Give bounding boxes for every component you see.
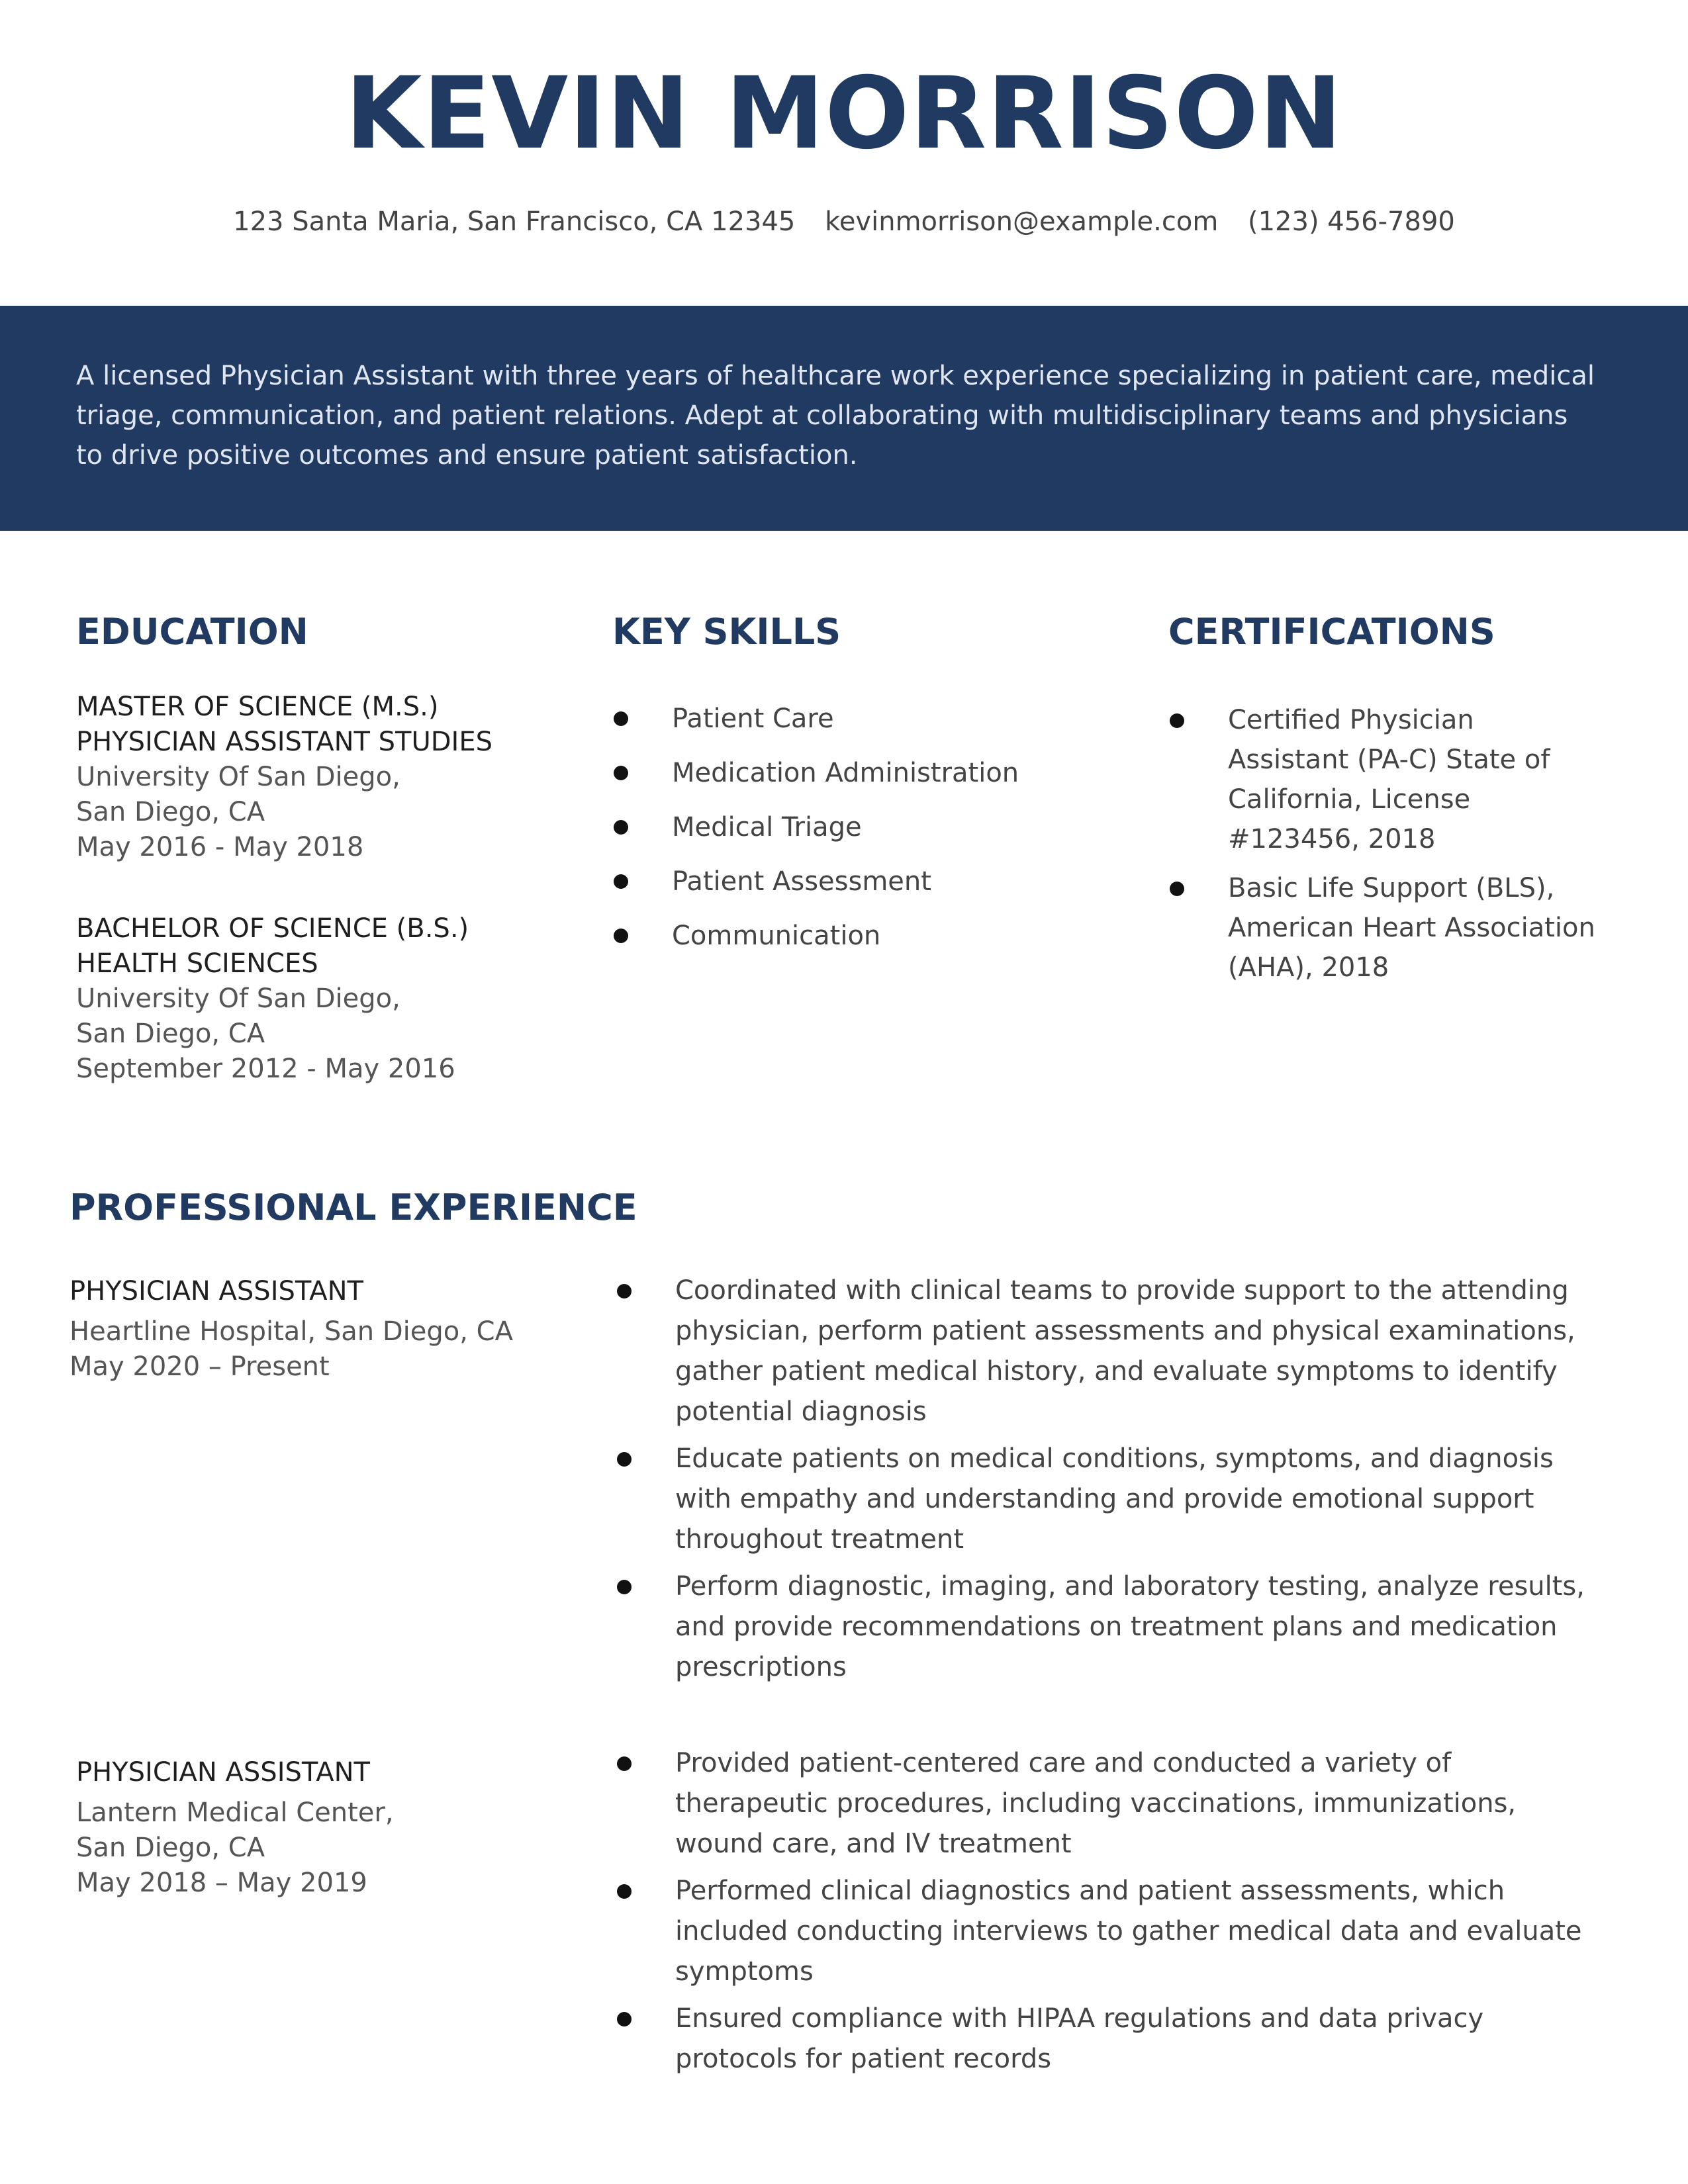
job-duties-list [616,1743,1595,2086]
education-entry [76,690,553,865]
education-dates: May 2016 - May 2018 [76,832,364,862]
degree-field: HEALTH SCIENCES [76,948,318,979]
school-name: University Of San Diego, [76,983,400,1014]
job-duty: Provided patient-centered care and conducted a variety of therapeutic procedures, including vaccinations, immunizations, wound care, and IV treatment [616,1743,1595,1864]
certifications-list [1168,700,1599,997]
education-heading: EDUCATION [76,611,308,653]
skill-item: Patient Assessment [612,854,1115,909]
school-name: University Of San Diego, [76,762,400,792]
summary-text: A licensed Physician Assistant with three years of healthcare work experience specializing in patient care, medical triage, communication, and patient relations. Adept at collaborating with multidisciplinary teams and physicians to drive positive outcomes and ensure patient satisfaction. [76,361,1595,471]
email: kevinmorrison@example.com [825,206,1219,237]
contact-line [0,202,1688,242]
experience-heading: PROFESSIONAL EXPERIENCE [70,1187,637,1228]
job-details [76,1755,579,1901]
skills-list [612,692,1115,963]
phone: (123) 456-7890 [1248,206,1455,237]
certification-item: Certified Physician Assistant (PA-C) State of California, License #123456, 2018 [1168,700,1599,859]
degree-field: PHYSICIAN ASSISTANT STUDIES [76,727,493,757]
employer: Heartline Hospital, San Diego, CA [70,1316,513,1347]
skill-item: Medication Administration [612,746,1115,800]
skill-item: Communication [612,909,1115,963]
candidate-name: KEVIN MORRISON [345,56,1343,171]
job-duty: Performed clinical diagnostics and patient assessments, which included conducting interviews to gather medical data and evaluate symptoms [616,1871,1595,1992]
employer: Lantern Medical Center, [76,1797,394,1828]
school-location: San Diego, CA [76,1019,265,1049]
certifications-heading: CERTIFICATIONS [1168,611,1495,653]
education-entry [76,911,553,1087]
employer-location: San Diego, CA [76,1833,265,1863]
job-duty: Perform diagnostic, imaging, and laboratory testing, analyze results, and provide recommendations on treatment plans and medication prescriptions [616,1567,1595,1688]
job-details [70,1274,573,1385]
job-title: PHYSICIAN ASSISTANT [70,1276,363,1306]
job-duty: Coordinated with clinical teams to provide support to the attending physician, perform patient assessments and physical examinations, gather patient medical history, and evaluate symptoms to identify potential diagnosis [616,1271,1595,1432]
job-duties-list [616,1271,1595,1694]
degree-title: BACHELOR OF SCIENCE (B.S.) [76,913,469,944]
job-title: PHYSICIAN ASSISTANT [76,1757,370,1788]
skills-heading: KEY SKILLS [612,611,841,653]
job-duty: Educate patients on medical conditions, symptoms, and diagnosis with empathy and understanding and provide emotional support throughout treatment [616,1439,1595,1560]
job-duty: Ensured compliance with HIPAA regulations and data privacy protocols for patient records [616,1999,1595,2079]
certification-item: Basic Life Support (BLS), American Heart Association (AHA), 2018 [1168,868,1599,987]
job-dates: May 2018 – May 2019 [76,1868,367,1898]
skill-item: Medical Triage [612,800,1115,854]
degree-title: MASTER OF SCIENCE (M.S.) [76,692,439,722]
address: 123 Santa Maria, San Francisco, CA 12345 [233,206,796,237]
skill-item: Patient Care [612,692,1115,746]
education-dates: September 2012 - May 2016 [76,1054,455,1084]
school-location: San Diego, CA [76,797,265,827]
job-dates: May 2020 – Present [70,1351,330,1382]
